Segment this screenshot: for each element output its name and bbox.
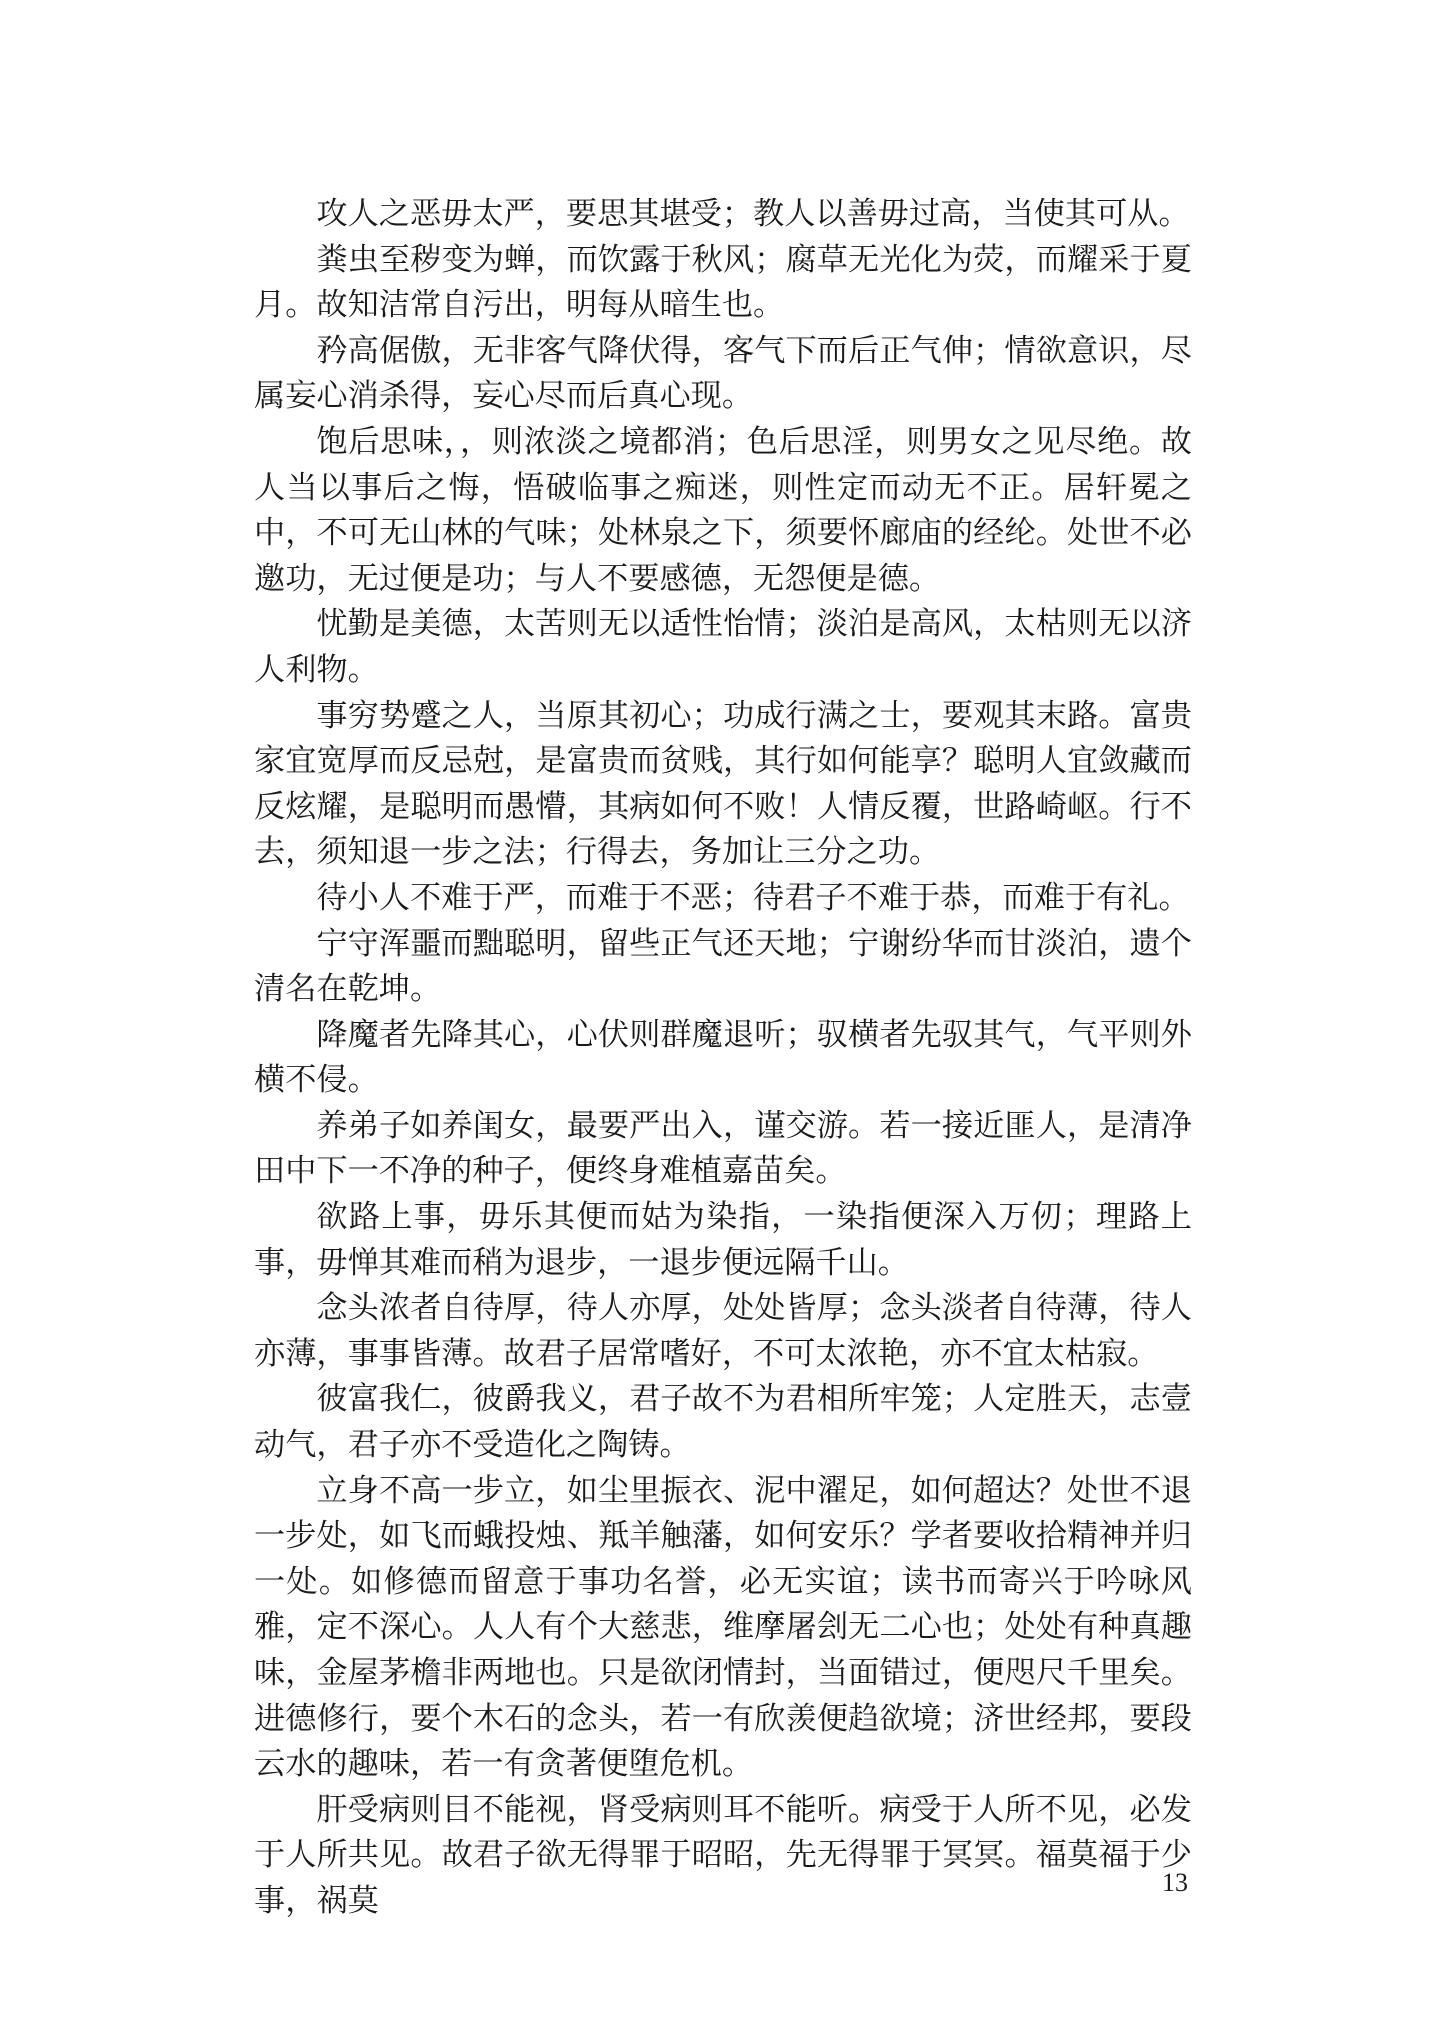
paragraph: 事穷势蹙之人，当原其初心；功成行满之士，要观其末路。富贵家宜宽厚而反忌尅，是富贵而贫贱，其行如何能享？聪明人宜敛藏而反炫耀，是聪明而愚懵，其病如何不败！人情反覆，世路崎岖。行不去，须知退一步之法；行得去，务加让三分之功。	[254, 697, 1192, 871]
paragraph: 立身不高一步立，如尘里振衣、泥中濯足，如何超达？处世不退一步处，如飞而蛾投烛、羝羊触藩，如何安乐？学者要收拾精神并归一处。如修德而留意于事功名誉，必无实谊；读书而寄兴于吟咏风雅，定不深心。人人有个大慈悲，维摩屠刽无二心也；处处有种真趣味，金屋茅檐非两地也。只是欲闭情封，当面错过，便咫尺千里矣。进德修行，要个木石的念头，若一有欣羡便趋欲境；济世经邦，要段云水的趣味，若一有贪著便堕危机。	[254, 1472, 1192, 1783]
paragraph: 忧勤是美德，太苦则无以适性怡情；淡泊是高风，太枯则无以济人利物。	[254, 606, 1192, 688]
paragraph: 念头浓者自待厚，待人亦厚，处处皆厚；念头淡者自待薄，待人亦薄，事事皆薄。故君子居常嗜好，不可太浓艳，亦不宜太枯寂。	[254, 1290, 1192, 1372]
paragraph: 矜高倨傲，无非客气降伏得，客气下而后正气伸；情欲意识，尽属妄心消杀得，妄心尽而后真心现。	[254, 332, 1192, 415]
paragraph: 待小人不难于严，而难于不恶；待君子不难于恭，而难于有礼。	[316, 879, 1190, 916]
paragraph: 养弟子如养闺女，最要严出入，谨交游。若一接近匪人，是清净田中下一不净的种子，便终身难植嘉苗矣。	[254, 1107, 1192, 1190]
paragraph: 肝受病则目不能视，肾受病则耳不能听。病受于人所不见，必发于人所共见。故君子欲无得罪于昭昭，先无得罪于冥冥。福莫福于少事，祸莫	[254, 1791, 1192, 1919]
paragraph: 饱后思味，，则浓淡之境都消；色后思淫，则男女之见尽绝。故人当以事后之悔，悟破临事之痴迷，则性定而动无不正。居轩冕之中，不可无山林的气味；处林泉之下，须要怀廊庙的经纶。处世不必邀功，无过便是功；与人不要感德，无怨便是德。	[254, 423, 1192, 597]
page-number: 13	[1162, 1868, 1188, 1897]
paragraph: 彼富我仁，彼爵我义，君子故不为君相所牢笼；人定胜天，志壹动气，君子亦不受造化之陶铸。	[254, 1381, 1192, 1464]
paragraph: 攻人之恶毋太严，要思其堪受；教人以善毋过高，当使其可从。	[316, 196, 1190, 232]
paragraph: 粪虫至秽变为蝉，而饮露于秋风；腐草无光化为荧，而耀采于夏月。故知洁常自污出，明每从暗生也。	[254, 241, 1192, 324]
paragraph: 欲路上事，毋乐其便而姑为染指，一染指便深入万仞；理路上事，毋惮其难而稍为退步，一退步便远隔千山。	[254, 1199, 1192, 1281]
document-body	[254, 192, 1192, 1925]
paragraph: 降魔者先降其心，心伏则群魔退听；驭横者先驭其气，气平则外横不侵。	[254, 1016, 1192, 1099]
paragraph: 宁守浑噩而黜聪明，留些正气还天地；宁谢纷华而甘淡泊，遗个清名在乾坤。	[254, 925, 1192, 1008]
